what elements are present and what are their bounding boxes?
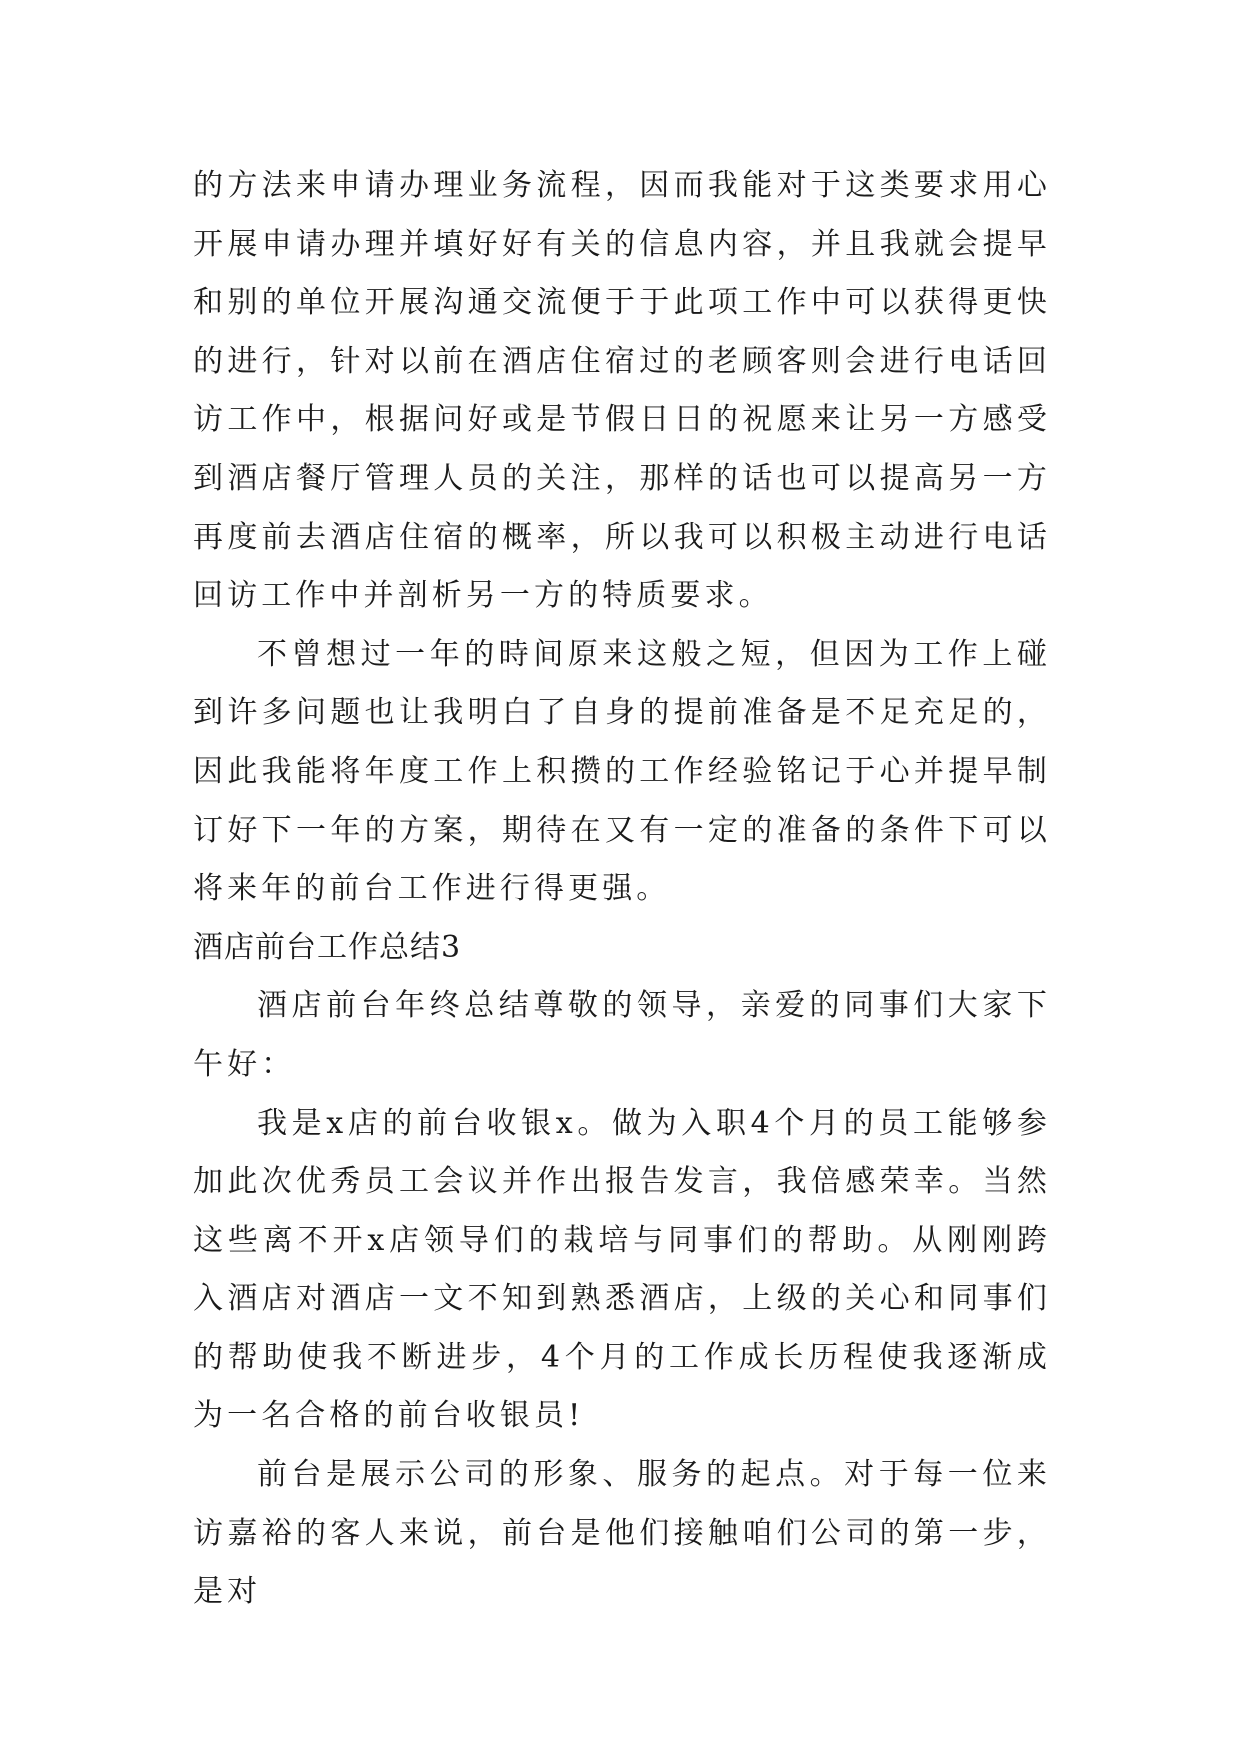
- section-heading: 酒店前台工作总结3: [193, 929, 462, 965]
- paragraph-reflection: 不曾想过一年的時间原来这般之短，但因为工作上碰到许多问题也让我明白了自身的提前准备是不足充足的，因此我能将年度工作上积攒的工作经验铭记于心并提早制订好下一年的方案，期待在又有一定的准备的条件下可以将来年的前台工作进行得更强。: [193, 636, 1051, 907]
- paragraph-continuation: 的方法来申请办理业务流程，因而我能对于这类要求用心开展申请办理并填好好有关的信息内容，并且我就会提早和别的单位开展沟通交流便于于此项工作中可以获得更快的进行，针对以前在酒店住宿过的老顾客则会进行电话回访工作中，根据问好或是节假日日的祝愿来让另一方感受到酒店餐厅管理人员的关注，那样的话也可以提高另一方再度前去酒店住宿的概率，所以我可以积极主动进行电话回访工作中并剖析另一方的特质要求。: [193, 168, 1051, 614]
- paragraph-front-desk: 前台是展示公司的形象、服务的起点。对于每一位来访嘉裕的客人来说，前台是他们接触咱们公司的第一步，是对: [193, 1457, 1051, 1610]
- document-body: [193, 157, 1051, 1622]
- paragraph-introduction: 我是x店的前台收银x。做为入职4个月的员工能够参加此次优秀员工会议并作出报告发言，我倍感荣幸。当然这些离不开x店领导们的栽培与同事们的帮助。从刚刚跨入酒店对酒店一文不知到熟悉酒店，上级的关心和同事们的帮助使我不断进步，4个月的工作成长历程使我逐渐成为一名合格的前台收银员!: [193, 1105, 1051, 1434]
- paragraph-greeting: 酒店前台年终总结尊敬的领导，亲爱的同事们大家下午好：: [193, 988, 1051, 1082]
